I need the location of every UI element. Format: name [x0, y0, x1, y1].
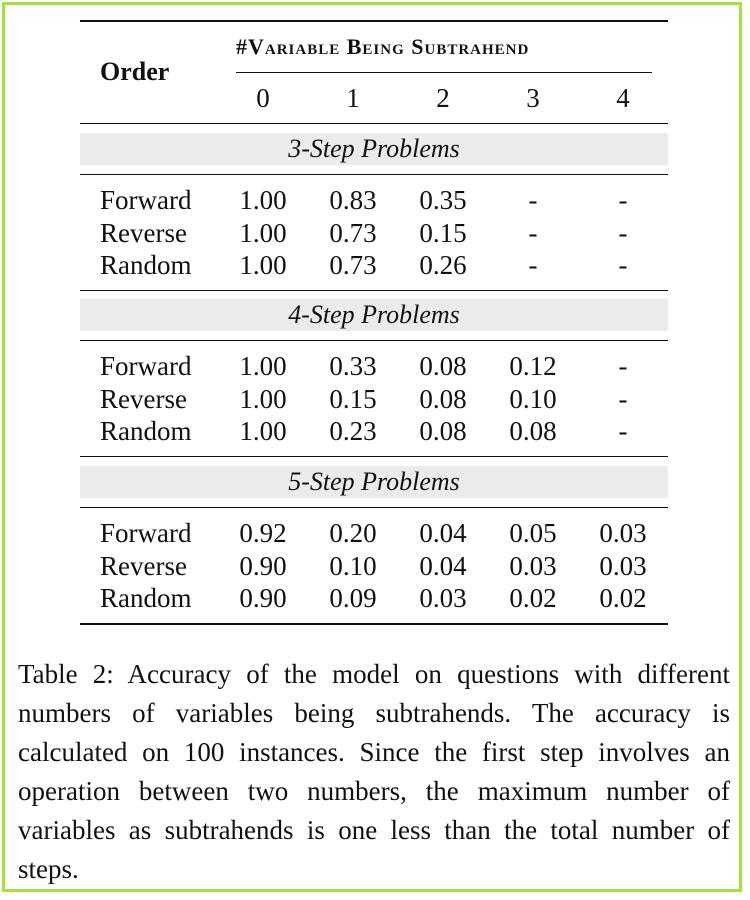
- table-cell: 0.15: [419, 217, 467, 248]
- row-order-label: Reverse: [100, 217, 187, 248]
- table-cell: -: [528, 185, 538, 215]
- table-cell: 0.15: [329, 383, 377, 414]
- row-order-label: Random: [100, 583, 192, 613]
- table-caption: Table 2: Accuracy of the model on questions with different numbers of variables being subtrahends. The accuracy is calculated on 100 instances. Since the first step involves an operation between two numbers, the maximum number of variables as subtrahends is one less than the total number of steps.: [18, 659, 730, 884]
- table-cell: 0.08: [419, 351, 467, 381]
- table-cell: -: [618, 351, 628, 381]
- table-cell: 0.92: [239, 518, 287, 548]
- table-cell: 0.02: [509, 583, 557, 613]
- row-order-label: Random: [100, 416, 192, 446]
- table-cell: 0.08: [419, 383, 467, 414]
- table-cell: 0.04: [419, 550, 467, 581]
- group-header-rule: [236, 72, 652, 73]
- table-cell: -: [528, 250, 538, 280]
- column-header-2: 2: [436, 83, 450, 113]
- row-order-label: Forward: [100, 185, 192, 215]
- table-cell: 0.10: [509, 383, 557, 414]
- table-cell: 1.00: [239, 383, 287, 414]
- variable-subtrahend-header: #Variable Being Subtrahend: [236, 34, 530, 59]
- row-order-label: Forward: [100, 351, 192, 381]
- table-cell: 0.08: [419, 416, 467, 446]
- table-cell: 0.26: [419, 250, 467, 280]
- table-cell: -: [528, 217, 538, 248]
- table-cell: 1.00: [239, 217, 287, 248]
- table-cell: 0.03: [599, 518, 647, 548]
- table-cell: 0.10: [329, 550, 377, 581]
- section-title: 3-Step Problems: [288, 134, 460, 163]
- order-column-header: Order: [100, 57, 170, 86]
- table-cell: 1.00: [239, 250, 287, 280]
- table-cell: 1.00: [239, 185, 287, 215]
- table-cell: 0.33: [329, 351, 377, 381]
- table-cell: 0.73: [329, 250, 377, 280]
- table-cell: 1.00: [239, 351, 287, 381]
- table-cell: 0.02: [599, 583, 647, 613]
- column-header-3: 3: [526, 83, 540, 113]
- table-cell: 0.05: [509, 518, 557, 548]
- row-order-label: Random: [100, 250, 192, 280]
- table-cell: -: [618, 416, 628, 446]
- row-order-label: Forward: [100, 518, 192, 548]
- table-cell: -: [618, 250, 628, 280]
- table-cell: 0.90: [239, 583, 287, 613]
- column-header-0: 0: [256, 83, 270, 113]
- table-cell: -: [618, 383, 628, 414]
- column-header-4: 4: [616, 83, 630, 113]
- table-cell: 0.03: [599, 550, 647, 581]
- section-end-rule: [80, 290, 668, 291]
- table-cell: 0.12: [509, 351, 557, 381]
- table-cell: -: [618, 217, 628, 248]
- bottom-rule: [80, 623, 668, 625]
- row-order-label: Reverse: [100, 550, 187, 581]
- section-end-rule: [80, 456, 668, 457]
- table-cell: 1.00: [239, 416, 287, 446]
- section-rule: [80, 340, 668, 341]
- table-cell: 0.03: [419, 583, 467, 613]
- top-rule: [80, 20, 668, 22]
- table-cell: 0.03: [509, 550, 557, 581]
- table-cell: -: [618, 185, 628, 215]
- section-title: 5-Step Problems: [288, 467, 460, 496]
- table-cell: 0.09: [329, 583, 377, 613]
- table-cell: 0.23: [329, 416, 377, 446]
- table-cell: 0.90: [239, 550, 287, 581]
- header-rule: [80, 123, 668, 124]
- column-header-1: 1: [346, 83, 360, 113]
- section-title: 4-Step Problems: [288, 300, 460, 329]
- row-order-label: Reverse: [100, 383, 187, 414]
- table-cell: 0.73: [329, 217, 377, 248]
- section-rule: [80, 174, 668, 175]
- table-cell: 0.83: [329, 185, 377, 215]
- table-cell: 0.35: [419, 185, 467, 215]
- table-cell: 0.04: [419, 518, 467, 548]
- section-rule: [80, 507, 668, 508]
- table-cell: 0.08: [509, 416, 557, 446]
- table-cell: 0.20: [329, 518, 377, 548]
